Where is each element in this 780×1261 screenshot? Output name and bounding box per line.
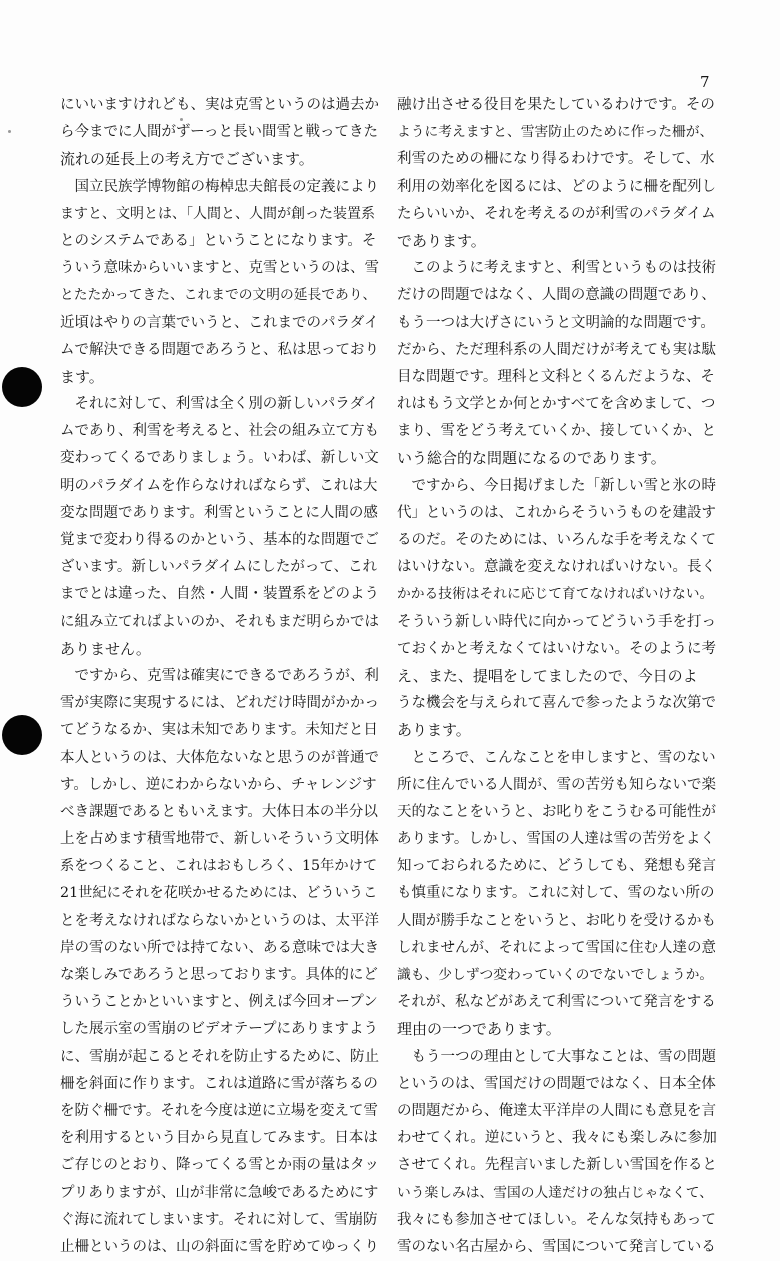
text-line: 理由の一つであります。: [397, 1020, 561, 1039]
text-line: ら今までに人間がずーっと長い間雪と戦ってきた: [60, 124, 378, 141]
text-line: ざいます。新しいパラダイムにしたがって、これ: [60, 559, 378, 576]
text-line: プリありますが、山が非常に急峻であるためにす: [60, 1184, 379, 1201]
text-line: とを考えなければならないかというのは、太平洋: [60, 912, 379, 929]
text-line: 天的なことをいうと、お叱りをこうむる可能性が: [397, 803, 716, 820]
text-line: ムであり、利雪を考えると、社会の組み立て方も: [60, 423, 379, 440]
text-line: 所に住んでいる人間が、雪の苦労も知らないで楽: [397, 776, 716, 793]
text-line: ておくかと考えなくてはいけない。そのように考: [397, 640, 716, 657]
text-line: 国立民族学博物館の梅棹忠夫館長の定義により: [60, 178, 379, 195]
text-line: 上を占めます積雪地帯で、新しいそういう文明体: [60, 831, 379, 848]
text-line: 21世紀にそれを花咲かせるためには、どういうこ: [60, 885, 378, 902]
text-line: というのは、雪国だけの問題ではなく、日本全体: [397, 1075, 716, 1092]
text-line: 覚まで変わり得るのかという、基本的な問題でご: [60, 532, 379, 548]
text-line: ですから、克雪は確実にできるであろうが、利: [60, 667, 379, 684]
text-line: ういう意味からいいますと、克雪というのは、雪: [60, 260, 379, 277]
text-line: だけの問題ではなく、人間の意識の問題であり、: [397, 287, 716, 304]
text-line: した展示室の雪崩のビデオテープにありますよう: [60, 1021, 378, 1038]
text-line: いう総合的な問題になるのであります。: [397, 449, 666, 468]
text-line: ぐ海に流れてしまいます。それに対して、雪崩防: [60, 1211, 378, 1228]
text-line: 利用の効率化を図るには、どのように柵を配列し: [397, 178, 716, 195]
text-line: れはもう文学とか何とかすべてを含めまして、つ: [397, 396, 716, 413]
text-line: の問題だから、俺達太平洋岸の人間にも意見を言: [397, 1102, 716, 1119]
text-line: まり、雪をどう考えていくか、接していくか、と: [397, 423, 716, 440]
text-line: 利雪のための柵になり得るわけです。そして、水: [397, 151, 715, 168]
text-line: ご存じのとおり、降ってくる雪とか雨の量はタッ: [60, 1157, 379, 1174]
page-number: 7: [700, 73, 710, 91]
text-line: 知っておられるために、どうしても、発想も発言: [397, 858, 716, 875]
text-line: 代」というのは、これからそういうものを建設す: [397, 504, 716, 521]
text-line: 識も、少しずつ変わっていくのでないでしょうか。: [397, 967, 714, 983]
text-line: にいいますけれども、実は克雪というのは過去か: [60, 97, 379, 113]
text-line: ありません。: [60, 639, 151, 658]
text-line: かかる技術はそれに応じて育てなければいけない。: [397, 586, 714, 603]
text-line: す。しかし、逆にわからないから、チャレンジす: [60, 776, 377, 793]
text-line: るのだ。そのためには、いろんな手を考えなくて: [397, 532, 716, 548]
text-line: 本人というのは、大体危ないなと思うのが普通で: [60, 749, 379, 766]
text-line: 人間が勝手なことをいうと、お叱りを受けるかも: [397, 912, 716, 929]
text-line: もう一つは大げさにいうと文明論的な問題です。: [397, 314, 715, 331]
text-line: に組み立てればよいのか、それもまだ明らかでは: [60, 613, 379, 630]
text-line: このように考えますと、利雪というものは技術: [397, 260, 716, 277]
text-line: に、雪崩が起こるとそれを防止するために、防止: [60, 1048, 379, 1065]
text-line: べき課題であるともいえます。大体日本の半分以: [60, 803, 378, 820]
text-line: させてくれ。先程言いました新しい雪国を作ると: [397, 1157, 717, 1174]
text-line: 柵を斜面に作ります。これは道路に雪が落ちるの: [60, 1075, 378, 1092]
text-line: あります。: [397, 721, 471, 740]
text-line: だから、ただ理科系の人間だけが考えても実は駄: [397, 341, 716, 358]
text-line: 変な問題であります。利雪ということに人間の感: [60, 504, 378, 521]
text-line: あります。しかし、雪国の人達は雪の苦労をよく: [397, 831, 715, 848]
text-line: 近頃はやりの言葉でいうと、これまでのパラダイ: [60, 314, 379, 331]
text-line: 我々にも参加させてほしい。そんな気持もあって: [397, 1211, 716, 1228]
text-line: そういう新しい時代に向かってどういう手を打っ: [397, 613, 716, 630]
text-line: 目な問題です。理科と文科とくるんだような、そ: [397, 368, 715, 385]
text-line: 雪のない名古屋から、雪国について発言している: [397, 1238, 716, 1255]
right-text-column: [397, 92, 717, 1261]
text-line: もう一つの理由として大事なことは、雪の問題: [397, 1048, 716, 1065]
text-line: いう楽しみは、雪国の人達だけの独占じゃなくて、: [397, 1184, 713, 1201]
text-line: てどうなるか、実は未知であります。未知だと日: [60, 722, 378, 739]
scan-speck: [8, 130, 11, 133]
text-line: はいけない。意識を変えなければいけない。長く: [397, 559, 716, 576]
text-line: までとは違った、自然・人間・装置系をどのよう: [60, 586, 379, 603]
text-line: え、また、提唱をしてましたので、今日のよ: [397, 666, 698, 685]
text-line: とたたかってきた、これまでの文明の延長であり、: [60, 287, 377, 304]
text-line: を防ぐ柵です。それを今度は逆に立場を変えて雪: [60, 1102, 378, 1119]
text-line: 融け出させる役目を果たしているわけです。その: [397, 97, 715, 113]
text-line: 明のパラダイムを作らなければならず、これは大: [60, 477, 378, 494]
text-line: しれませんが、それによって雪国に住む人達の意: [397, 939, 716, 956]
text-line: ムで解決できる問題であろうと、私は思っており: [60, 341, 379, 358]
text-line: ように考えますと、雪害防止のために作った柵が、: [397, 124, 714, 141]
text-line: も慎重になります。これに対して、雪のない所の: [397, 885, 715, 902]
text-line: ところで、こんなことを申しますと、雪のない: [397, 749, 716, 766]
text-line: たらいいか、それを考えるのが利雪のパラダイム: [397, 205, 716, 222]
text-line: ういうことかといいますと、例えば今回オープン: [60, 994, 378, 1011]
text-line: な楽しみであろうと思っております。具体的にど: [60, 967, 378, 983]
text-line: を利用するという目から見直してみます。日本は: [60, 1130, 378, 1147]
text-line: それに対して、利雪は全く別の新しいパラダイ: [60, 396, 379, 413]
text-line: それが、私などがあえて利雪について発言をする: [397, 994, 716, 1011]
text-line: ますと、文明とは、「人間と、人間が創った装置系: [60, 205, 375, 222]
text-line: ます。: [60, 367, 104, 386]
left-text-column: [60, 92, 380, 1261]
text-line: 系をつくること、これはおもしろく、15年かけて: [60, 858, 378, 875]
text-line: とのシステムである」ということになります。そ: [60, 232, 377, 249]
binder-hole: [2, 367, 42, 407]
binder-hole: [2, 715, 42, 755]
text-line: うな機会を与えられて喜んで参ったような次第で: [397, 695, 716, 712]
text-line: わせてくれ。逆にいうと、我々にも楽しみに参加: [397, 1130, 717, 1147]
text-line: 止柵というのは、山の斜面に雪を貯めてゆっくり: [60, 1238, 379, 1255]
text-line: 変わってくるでありましょう。いわば、新しい文: [60, 450, 379, 467]
text-line: ですから、今日掲げました「新しい雪と氷の時: [397, 477, 716, 494]
text-line: 雪が実際に実現するには、どれだけ時間がかかっ: [60, 695, 379, 712]
text-line: 流れの延長上の考え方でございます。: [60, 150, 314, 169]
text-line: であります。: [397, 231, 486, 250]
text-line: 岸の雪のない所では持てない、ある意味では大き: [60, 939, 379, 956]
